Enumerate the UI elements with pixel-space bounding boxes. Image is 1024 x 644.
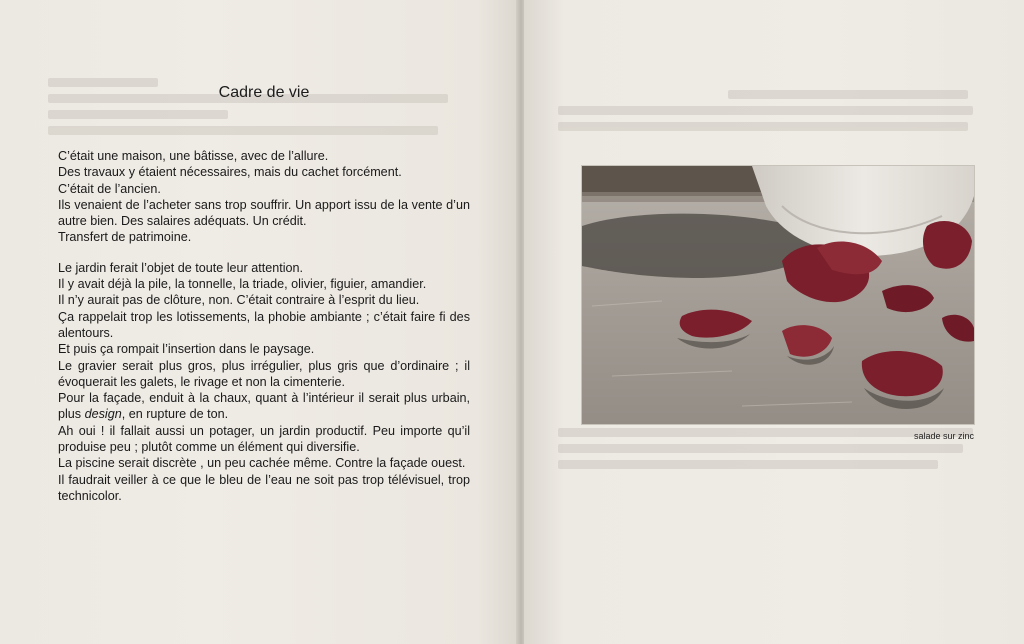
text-line: C’était de l’ancien.: [58, 181, 161, 196]
text-line: Ça rappelait trop les lotissements, la phobie ambiante ; c’était faire fi des alentours.: [58, 309, 470, 340]
text-line: Ils venaient de l’acheter sans trop souffrir. Un apport issu de la vente d’un autre bien. Des salaires adéquats. Un crédit.: [58, 197, 470, 229]
text-line-facade: [58, 390, 470, 423]
facade-text-start: Pour la façade, enduit à la chaux, quant à l’intérieur il serait plus urbain, plus: [58, 391, 470, 422]
text-line: Le gravier serait plus gros, plus irrégulier, plus gris que d’ordinaire ; il évoquerait les galets, le rivage et non la cimenterie.: [58, 358, 470, 389]
text-line: C’était une maison, une bâtisse, avec de l’allure.: [58, 149, 329, 163]
text-line: La piscine serait discrète , un peu cachée même. Contre la façade ouest.: [58, 456, 466, 471]
text-line: Ah oui ! il fallait aussi un potager, un jardin productif. Peu importe qu’il produise peu ; plutôt comme un élément qui diversifie.: [58, 423, 470, 455]
photo-salad-leaves-on-zinc-icon: [582, 166, 974, 424]
text-line: Le jardin ferait l’objet de toute leur attention.: [58, 260, 304, 275]
text-line: Il faudrait veiller à ce que le bleu de l’eau ne soit pas trop télévisuel, trop technicolor.: [58, 472, 470, 503]
photo-caption: salade sur zinc: [913, 431, 974, 441]
text-line: Il y avait déjà la pile, la tonnelle, la triade, olivier, figuier, amandier.: [58, 277, 427, 292]
text-line: Et puis ça rompait l’insertion dans le paysage.: [58, 342, 315, 357]
paragraph-gap: [58, 246, 470, 260]
text-line: Il n’y aurait pas de clôture, non. C’était contraire à l’esprit du lieu.: [58, 293, 420, 308]
page-title: Cadre de vie: [218, 84, 310, 101]
body-text: [58, 148, 470, 504]
salad-photo: [582, 166, 974, 424]
text-line: Transfert de patrimoine.: [58, 230, 192, 245]
show-through-text-top: [558, 90, 978, 138]
text-line: Des travaux y étaient nécessaires, mais du cachet forcément.: [58, 165, 402, 180]
facade-text-emphasis: design: [84, 407, 122, 422]
facade-text-end: , en rupture de ton.: [121, 407, 229, 422]
